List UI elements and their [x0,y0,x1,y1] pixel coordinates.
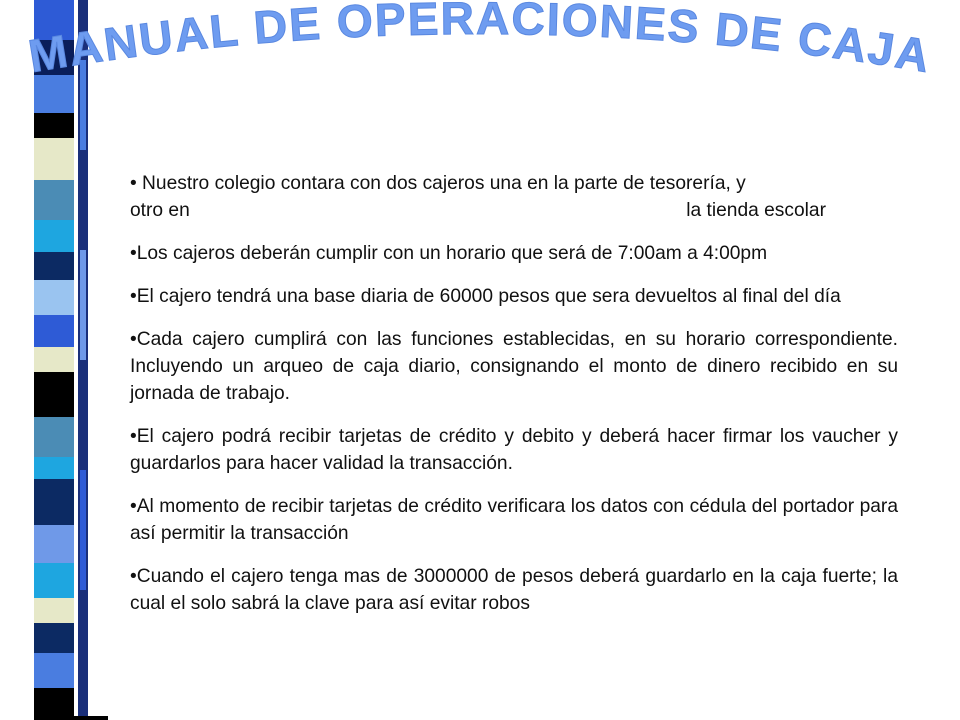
list-item [130,170,898,224]
bullet-1-line2 [130,197,898,224]
bullet-list [130,170,898,633]
list-item: •Al momento de recibir tarjetas de crédito verificara los datos con cédula del portador para así permitir la transacción [130,496,898,544]
page-title [25,0,935,82]
list-item: •Los cajeros deberán cumplir con un horario que será de 7:00am a 4:00pm [130,243,768,264]
list-item: •El cajero podrá recibir tarjetas de crédito y debito y deberá hacer firmar los vaucher y guardarlos para hacer validad la transacción. [130,426,898,474]
list-item: •El cajero tendrá una base diaria de 60000 pesos que sera devueltos al final del día [130,286,841,307]
bullet-1-line2-left: otro en [130,200,190,221]
bullet-1-line1: • Nuestro colegio contara con dos cajeros una en la parte de tesorería, y [130,173,746,194]
bullet-1-line2-right: la tienda escolar [686,200,826,221]
title-graphic [0,0,960,110]
page-title-text: MANUAL DE OPERACIONES DE CAJA [24,0,936,83]
list-item: •Cada cajero cumplirá con las funciones establecidas, en su horario correspondiente. Incluyendo un arqueo de caja diario, consignando el monto de dinero recibido en su jornada de trabajo. [130,329,898,404]
list-item: •Cuando el cajero tenga mas de 3000000 de pesos deberá guardarlo en la caja fuerte; la cual el solo sabrá la clave para así evitar robos [130,566,898,614]
